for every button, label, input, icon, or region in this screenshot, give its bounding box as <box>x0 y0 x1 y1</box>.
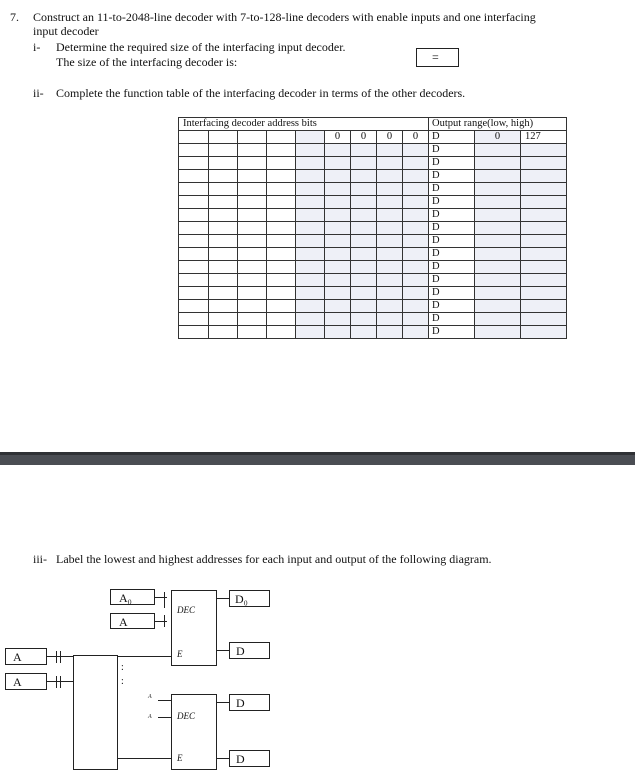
address-bit-cell[interactable] <box>238 209 267 222</box>
output-high-cell[interactable] <box>475 300 521 313</box>
address-bit-cell[interactable] <box>209 326 238 339</box>
address-bit-cell[interactable] <box>377 287 403 300</box>
tiny-a-label-2: A <box>148 714 152 720</box>
address-bit-cell[interactable] <box>377 313 403 326</box>
address-bit-cell[interactable] <box>209 144 238 157</box>
question-prompt-line1: Construct an 11-to-2048-line decoder with 7-to-128-line decoders with enable inputs and one interfacing <box>33 10 536 24</box>
address-bit-cell[interactable]: 0 <box>351 131 377 144</box>
lower-decoder-block <box>171 694 217 770</box>
address-bit-cell[interactable] <box>209 222 238 235</box>
output-low-cell[interactable]: D <box>429 222 475 235</box>
address-bit-cell[interactable] <box>377 326 403 339</box>
wire <box>158 700 171 701</box>
address-bit-cell[interactable] <box>238 222 267 235</box>
vertical-dots-2: : <box>121 676 124 687</box>
address-bit-cell[interactable] <box>377 261 403 274</box>
output-high-cell[interactable] <box>521 222 567 235</box>
address-bit-cell[interactable] <box>351 274 377 287</box>
output-high-cell[interactable] <box>521 144 567 157</box>
output-d-box-3[interactable] <box>229 750 270 767</box>
address-bit-cell[interactable] <box>403 326 429 339</box>
header-output-range: Output range(low, high) <box>429 118 567 131</box>
output-high-cell[interactable] <box>475 157 521 170</box>
address-bit-cell[interactable] <box>403 144 429 157</box>
wire <box>158 717 171 718</box>
address-bit-cell[interactable] <box>351 313 377 326</box>
function-table <box>178 117 567 339</box>
address-bit-cell[interactable] <box>296 326 325 339</box>
output-d-label: D <box>236 644 245 658</box>
table-row <box>179 170 567 183</box>
address-bit-cell[interactable] <box>209 261 238 274</box>
table-row <box>179 235 567 248</box>
wire <box>155 621 167 622</box>
output-low-cell[interactable]: D <box>429 287 475 300</box>
output-d-label: D <box>236 752 245 766</box>
address-bit-cell[interactable] <box>377 170 403 183</box>
address-bit-cell[interactable] <box>209 248 238 261</box>
wire <box>118 656 171 657</box>
address-bit-cell[interactable] <box>351 222 377 235</box>
output-low-cell[interactable]: D <box>429 170 475 183</box>
output-high-cell[interactable] <box>475 313 521 326</box>
output-d-box-2[interactable] <box>229 694 270 711</box>
address-bit-cell[interactable] <box>296 222 325 235</box>
address-bit-cell[interactable] <box>209 196 238 209</box>
wire <box>164 592 165 608</box>
address-bit-cell[interactable] <box>325 287 351 300</box>
wire <box>60 676 61 688</box>
address-bit-cell[interactable] <box>179 313 209 326</box>
output-high-cell[interactable] <box>521 274 567 287</box>
address-bit-cell[interactable] <box>179 222 209 235</box>
address-bit-cell[interactable] <box>351 144 377 157</box>
upper-enable-label: E <box>177 649 183 659</box>
address-bit-cell[interactable] <box>238 157 267 170</box>
address-bit-cell[interactable] <box>238 287 267 300</box>
output-high-cell[interactable] <box>521 196 567 209</box>
address-bit-cell[interactable] <box>296 170 325 183</box>
address-bit-cell[interactable] <box>351 170 377 183</box>
left-input-a-top[interactable] <box>5 648 47 665</box>
output-high-cell[interactable] <box>475 183 521 196</box>
address-bit-cell[interactable] <box>209 287 238 300</box>
output-high-cell[interactable] <box>475 248 521 261</box>
output-high-cell[interactable] <box>521 261 567 274</box>
question-prompt-line2: input decoder <box>33 24 99 38</box>
part-ii-label: ii- <box>33 86 44 100</box>
output-low-cell[interactable]: D <box>429 209 475 222</box>
address-bit-cell[interactable] <box>267 157 296 170</box>
address-bit-cell[interactable] <box>325 274 351 287</box>
address-bit-cell[interactable] <box>296 209 325 222</box>
table-row <box>179 261 567 274</box>
header-address-bits: Interfacing decoder address bits <box>179 118 429 131</box>
output-high-cell[interactable] <box>475 131 521 144</box>
output-d0-label: D₀ <box>235 592 248 606</box>
output-low-cell[interactable]: D <box>429 144 475 157</box>
address-bit-cell[interactable] <box>325 313 351 326</box>
address-bit-cell[interactable] <box>179 157 209 170</box>
address-bit-cell[interactable] <box>377 157 403 170</box>
address-bit-cell[interactable] <box>351 209 377 222</box>
address-bit-cell[interactable] <box>351 235 377 248</box>
address-bit-cell[interactable] <box>325 183 351 196</box>
address-bit-cell[interactable] <box>296 300 325 313</box>
address-bit-cell[interactable] <box>377 222 403 235</box>
answer-box-symbol: = <box>432 50 439 64</box>
output-low-cell[interactable]: D <box>429 261 475 274</box>
address-bit-cell[interactable] <box>267 287 296 300</box>
address-bit-cell[interactable] <box>377 196 403 209</box>
address-bit-cell[interactable] <box>351 157 377 170</box>
input-a0-label: A₀ <box>119 591 132 605</box>
address-bit-cell[interactable] <box>209 209 238 222</box>
output-high-cell[interactable] <box>475 196 521 209</box>
address-bit-cell[interactable] <box>296 157 325 170</box>
address-bit-cell[interactable] <box>403 274 429 287</box>
wire <box>56 676 57 688</box>
upper-dec-label: DEC <box>177 605 195 615</box>
address-bit-cell[interactable] <box>325 222 351 235</box>
address-bit-cell[interactable] <box>238 235 267 248</box>
output-high-cell[interactable] <box>521 170 567 183</box>
address-bit-cell[interactable]: 0 <box>403 131 429 144</box>
address-bit-cell[interactable] <box>238 183 267 196</box>
address-bit-cell[interactable] <box>267 222 296 235</box>
output-low-cell[interactable]: D <box>429 196 475 209</box>
output-high-cell[interactable] <box>475 287 521 300</box>
output-low-cell[interactable]: D <box>429 274 475 287</box>
address-bit-cell[interactable] <box>377 209 403 222</box>
address-bit-cell[interactable] <box>267 183 296 196</box>
left-input-a-bottom[interactable] <box>5 673 47 690</box>
wire <box>60 651 61 663</box>
output-high-cell[interactable] <box>521 287 567 300</box>
address-bit-cell[interactable] <box>296 131 325 144</box>
output-low-cell[interactable]: D <box>429 157 475 170</box>
address-bit-cell[interactable] <box>325 209 351 222</box>
address-bit-cell[interactable] <box>351 287 377 300</box>
address-bit-cell[interactable] <box>325 300 351 313</box>
address-bit-cell[interactable] <box>179 300 209 313</box>
table-row <box>179 209 567 222</box>
output-high-cell[interactable] <box>475 326 521 339</box>
part-i-label: i- <box>33 40 41 54</box>
output-high-cell[interactable] <box>521 183 567 196</box>
tiny-a-label-1: A <box>148 694 152 700</box>
table-row <box>179 222 567 235</box>
table-row <box>179 157 567 170</box>
address-bit-cell[interactable] <box>238 313 267 326</box>
address-bit-cell[interactable] <box>403 196 429 209</box>
part-i-text: Determine the required size of the interfacing input decoder. <box>56 40 346 54</box>
output-high-cell[interactable] <box>521 300 567 313</box>
address-bit-cell[interactable] <box>403 300 429 313</box>
address-bit-cell[interactable] <box>238 248 267 261</box>
vertical-dots-1: : <box>121 662 124 673</box>
address-bit-cell[interactable] <box>179 131 209 144</box>
part-iii-label: iii- <box>33 552 47 566</box>
part-i-sub: The size of the interfacing decoder is: <box>56 55 238 69</box>
address-bit-cell[interactable] <box>209 183 238 196</box>
output-high-cell[interactable] <box>475 274 521 287</box>
output-low-cell[interactable]: D <box>429 326 475 339</box>
address-bit-cell[interactable] <box>267 300 296 313</box>
address-bit-cell[interactable] <box>351 196 377 209</box>
upper-decoder-block <box>171 590 217 666</box>
address-bit-cell[interactable] <box>325 144 351 157</box>
address-bit-cell[interactable] <box>209 157 238 170</box>
address-bit-cell[interactable] <box>179 274 209 287</box>
table-row <box>179 300 567 313</box>
address-bit-cell[interactable] <box>351 300 377 313</box>
address-bit-cell[interactable] <box>403 248 429 261</box>
address-bit-cell[interactable] <box>403 222 429 235</box>
address-bit-cell[interactable] <box>296 287 325 300</box>
table-header-row <box>179 118 567 131</box>
address-bit-cell[interactable] <box>179 144 209 157</box>
wire <box>155 597 167 598</box>
address-bit-cell[interactable] <box>325 248 351 261</box>
output-high-cell[interactable] <box>521 235 567 248</box>
table-row <box>179 144 567 157</box>
wire <box>118 758 171 759</box>
output-low-cell[interactable]: D <box>429 313 475 326</box>
table-row <box>179 287 567 300</box>
address-bit-cell[interactable] <box>296 196 325 209</box>
table-row <box>179 313 567 326</box>
output-high-cell[interactable] <box>521 157 567 170</box>
address-bit-cell[interactable] <box>351 261 377 274</box>
output-high-cell[interactable] <box>475 144 521 157</box>
address-bit-cell[interactable] <box>403 157 429 170</box>
output-low-cell[interactable]: D <box>429 248 475 261</box>
address-bit-cell[interactable] <box>296 274 325 287</box>
address-bit-cell[interactable] <box>351 183 377 196</box>
address-bit-cell[interactable] <box>296 248 325 261</box>
address-bit-cell[interactable] <box>209 170 238 183</box>
address-bit-cell[interactable]: 0 <box>325 131 351 144</box>
output-high-cell[interactable] <box>475 235 521 248</box>
address-bit-cell[interactable] <box>377 183 403 196</box>
address-bit-cell[interactable] <box>238 196 267 209</box>
address-bit-cell[interactable] <box>296 183 325 196</box>
address-bit-cell[interactable] <box>351 326 377 339</box>
address-bit-cell[interactable] <box>267 170 296 183</box>
address-bit-cell[interactable] <box>403 170 429 183</box>
table-row <box>179 196 567 209</box>
address-bit-cell[interactable] <box>209 300 238 313</box>
output-high-cell[interactable] <box>475 261 521 274</box>
address-bit-cell[interactable] <box>238 131 267 144</box>
address-bit-cell[interactable] <box>179 196 209 209</box>
address-bit-cell[interactable] <box>179 209 209 222</box>
wire <box>164 615 165 627</box>
address-bit-cell[interactable] <box>403 261 429 274</box>
address-bit-cell[interactable] <box>179 170 209 183</box>
left-a-bottom-label: A <box>13 675 22 689</box>
output-high-cell[interactable] <box>521 326 567 339</box>
address-bit-cell[interactable] <box>267 261 296 274</box>
address-bit-cell[interactable] <box>238 170 267 183</box>
lower-dec-label: DEC <box>177 711 195 721</box>
wire <box>217 758 229 759</box>
address-bit-cell[interactable] <box>325 157 351 170</box>
address-bit-cell[interactable] <box>179 287 209 300</box>
address-bit-cell[interactable] <box>377 300 403 313</box>
address-bit-cell[interactable] <box>325 170 351 183</box>
address-bit-cell[interactable] <box>351 248 377 261</box>
address-bit-cell[interactable] <box>325 261 351 274</box>
question-number: 7. <box>10 10 19 24</box>
address-bit-cell[interactable] <box>209 313 238 326</box>
address-bit-cell[interactable] <box>238 144 267 157</box>
table-row <box>179 274 567 287</box>
first-row-high[interactable]: 127 <box>521 131 567 144</box>
address-bit-cell[interactable] <box>209 235 238 248</box>
address-bit-cell[interactable] <box>403 183 429 196</box>
output-low-cell[interactable]: D <box>429 131 475 144</box>
address-bit-cell[interactable] <box>267 235 296 248</box>
first-row-low: 0 <box>494 131 501 142</box>
answer-box[interactable] <box>416 48 459 67</box>
address-bit-cell[interactable]: 0 <box>377 131 403 144</box>
output-high-cell[interactable] <box>521 248 567 261</box>
address-bit-cell[interactable] <box>267 131 296 144</box>
address-bit-cell[interactable] <box>403 209 429 222</box>
lower-enable-label: E <box>177 753 183 763</box>
input-a0-box[interactable] <box>110 589 155 605</box>
wire <box>217 598 229 599</box>
output-high-cell[interactable] <box>475 209 521 222</box>
address-bit-cell[interactable] <box>296 261 325 274</box>
table-row <box>179 131 567 144</box>
output-high-cell[interactable] <box>521 209 567 222</box>
output-low-cell[interactable]: D <box>429 235 475 248</box>
output-d-label: D <box>236 696 245 710</box>
wire <box>217 650 229 651</box>
address-bit-cell[interactable] <box>377 235 403 248</box>
address-bit-cell[interactable] <box>209 274 238 287</box>
address-bit-cell[interactable] <box>377 274 403 287</box>
table-row <box>179 326 567 339</box>
address-bit-cell[interactable] <box>238 274 267 287</box>
address-bit-cell[interactable] <box>296 313 325 326</box>
output-low-cell[interactable]: D <box>429 300 475 313</box>
left-a-top-label: A <box>13 650 22 664</box>
interfacing-decoder-block <box>73 655 118 770</box>
address-bit-cell[interactable] <box>209 131 238 144</box>
address-bit-cell[interactable] <box>238 261 267 274</box>
address-bit-cell[interactable] <box>296 144 325 157</box>
address-bit-cell[interactable] <box>179 183 209 196</box>
output-low-cell[interactable]: D <box>429 183 475 196</box>
page-break-shadow <box>0 452 635 455</box>
address-bit-cell[interactable] <box>267 144 296 157</box>
address-bit-cell[interactable] <box>267 196 296 209</box>
input-a-box[interactable] <box>110 613 155 629</box>
address-bit-cell[interactable] <box>179 261 209 274</box>
address-bit-cell[interactable] <box>179 326 209 339</box>
address-bit-cell[interactable] <box>267 209 296 222</box>
address-bit-cell[interactable] <box>377 144 403 157</box>
address-bit-cell[interactable] <box>296 235 325 248</box>
table-row <box>179 183 567 196</box>
output-high-cell[interactable] <box>521 313 567 326</box>
address-bit-cell[interactable] <box>238 326 267 339</box>
output-d0-box[interactable] <box>229 590 270 607</box>
wire <box>217 702 229 703</box>
address-bit-cell[interactable] <box>238 300 267 313</box>
address-bit-cell[interactable] <box>403 287 429 300</box>
output-high-cell[interactable] <box>475 170 521 183</box>
part-ii-text: Complete the function table of the interfacing decoder in terms of the other decoders. <box>56 86 466 100</box>
table-row <box>179 248 567 261</box>
address-bit-cell[interactable] <box>325 235 351 248</box>
part-iii-text: Label the lowest and highest addresses for each input and output of the following diagram. <box>56 552 492 566</box>
address-bit-cell[interactable] <box>267 248 296 261</box>
address-bit-cell[interactable] <box>179 248 209 261</box>
output-d-box-1[interactable] <box>229 642 270 659</box>
address-bit-cell[interactable] <box>403 313 429 326</box>
output-high-cell[interactable] <box>475 222 521 235</box>
address-bit-cell[interactable] <box>325 326 351 339</box>
address-bit-cell[interactable] <box>179 235 209 248</box>
address-bit-cell[interactable] <box>267 326 296 339</box>
address-bit-cell[interactable] <box>403 235 429 248</box>
address-bit-cell[interactable] <box>325 196 351 209</box>
address-bit-cell[interactable] <box>267 313 296 326</box>
wire <box>56 651 57 663</box>
input-a-label: A <box>119 615 128 629</box>
address-bit-cell[interactable] <box>267 274 296 287</box>
address-bit-cell[interactable] <box>377 248 403 261</box>
